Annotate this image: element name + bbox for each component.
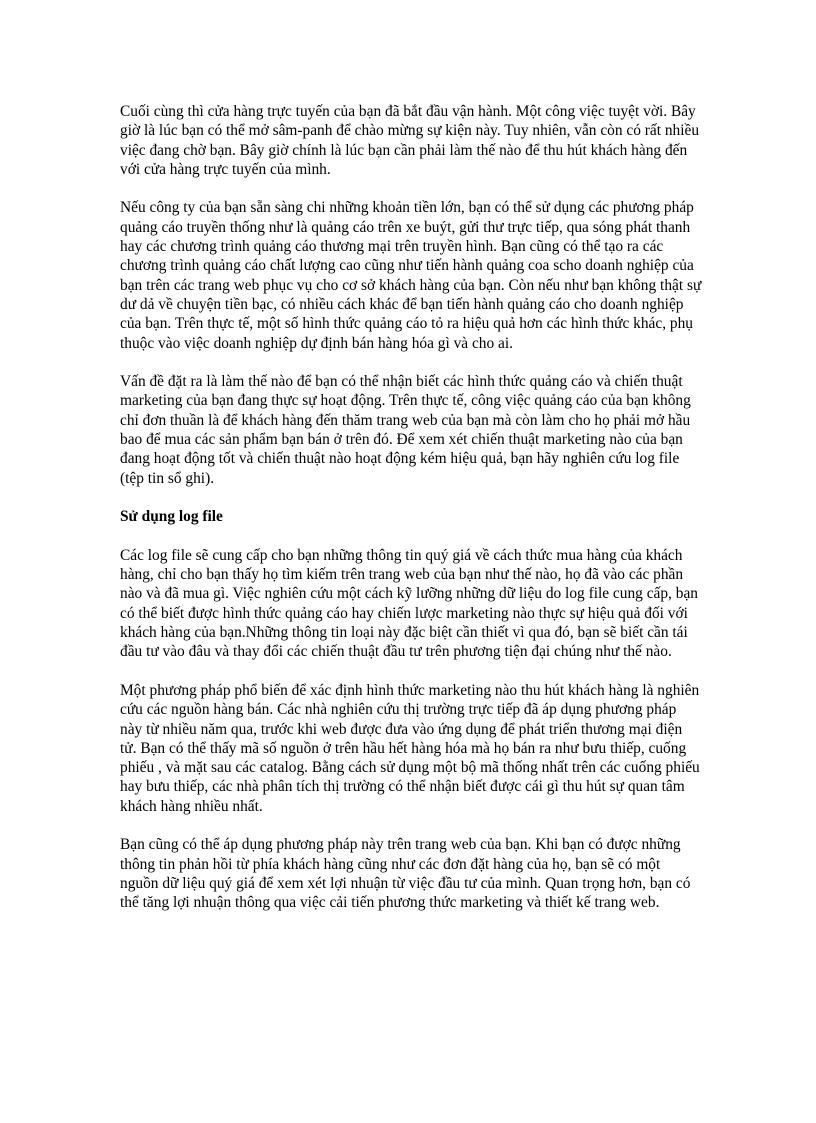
paragraph-marketing-tactics: Vấn đề đặt ra là làm thế nào để bạn có thể nhận biết các hình thức quảng cáo và chiến thuật marketing của bạn đang thực sự hoạt động. Trên thực tế, công việc quảng cáo của bạn không chỉ đơn thuần là để khách hàng đến thăm trang web của bạn mà còn làm cho họ phải mở hầu bao để mua các sản phẩm bạn bán ở trên đó. Để xem xét chiến thuật marketing nào của bạn đang hoạt động tốt và chiến thuật nào hoạt động kém hiệu quả, bạn hãy nghiên cứu log file (tệp tin sổ ghi). bbox=[120, 373, 691, 487]
paragraph-website-application: Bạn cũng có thể áp dụng phương pháp này trên trang web của bạn. Khi bạn có được những thông tin phản hồi từ phía khách hàng cũng như các đơn đặt hàng của họ, bạn sẽ có một nguồn dữ liệu quý giá để xem xét lợi nhuận từ việc đầu tư của mình. Quan trọng hơn, bạn có thể tăng lợi nhuận thông qua việc cải tiến phương thức marketing và thiết kế trang web. bbox=[120, 836, 691, 912]
paragraph-intro: Cuối cùng thì cửa hàng trực tuyến của bạn đã bắt đầu vận hành. Một công việc tuyệt vời. Bây giờ là lúc bạn có thể mở sâm-panh để chào mừng sự kiện này. Tuy nhiên, vẫn còn có rất nhiều việc đang chờ bạn. Bây giờ chính là lúc bạn cần phải làm thế nào để thu hút khách hàng đến với cửa hàng trực tuyến của mình. bbox=[120, 103, 700, 178]
paragraph-advertising-methods: Nếu công ty của bạn sẵn sàng chi những khoản tiền lớn, bạn có thể sử dụng các phương pháp quảng cáo truyền thống như là quảng cáo trên xe buýt, gửi thư trực tiếp, qua sóng phát thanh hay các chương trình quảng cáo thương mại trên truyền hình. Bạn cũng có thể tạo ra các chương trình quảng cáo chất lượng cao cũng như tiến hành quảng coa scho doanh nghiệp của bạn trên các trang web phục vụ cho cơ sở khách hàng của bạn. Còn nếu như bạn không thật sự dư dả về chuyện tiền bạc, có nhiều cách khác để bạn tiến hành quảng cáo cho doanh nghiệp của bạn. Trên thực tế, một số hình thức quảng cáo tỏ ra hiệu quả hơn các hình thức khác, phụ thuộc vào việc doanh nghiệp dự định bán hàng hóa gì và cho ai. bbox=[120, 199, 702, 352]
paragraph-log-files: Các log file sẽ cung cấp cho bạn những thông tin quý giá về cách thức mua hàng của khách hàng, chỉ cho bạn thấy họ tìm kiếm trên trang web của bạn như thế nào, họ đã vào các phần nào và đã mua gì. Việc nghiên cứu một cách kỹ lưỡng những dữ liệu do log file cung cấp, bạn có thể biết được hình thức quảng cáo hay chiến lược marketing nào thực sự hiệu quả đối với khách hàng của bạn.Những thông tin loại này đặc biệt cần thiết vì qua đó, bạn sẽ biết cần tái đầu tư vào đâu và thay đổi các chiến thuật đầu tư trên phương tiện đại chúng như thế nào. bbox=[120, 546, 698, 661]
paragraph-source-codes: Một phương pháp phổ biến để xác định hình thức marketing nào thu hút khách hàng là nghiên cứu các nguồn hàng bán. Các nhà nghiên cứu thị trường trực tiếp đã áp dụng phương pháp này từ nhiều năm qua, trước khi web được đưa vào ứng dụng để phát triển thương mại điện tử. Bạn có thể thấy mã số nguồn ở trên hầu hết hàng hóa mà họ bán ra như bưu thiếp, cuống phiếu , và mặt sau các catalog. Bằng cách sử dụng một bộ mã thống nhất trên các cuống phiếu hay bưu thiếp, các nhà phân tích thị trường có thể nhận biết được cái gì thu hút sự quan tâm khách hàng nhiều nhất. bbox=[120, 681, 700, 815]
document-page bbox=[120, 102, 702, 932]
section-heading: Sử dụng log file bbox=[120, 508, 223, 526]
